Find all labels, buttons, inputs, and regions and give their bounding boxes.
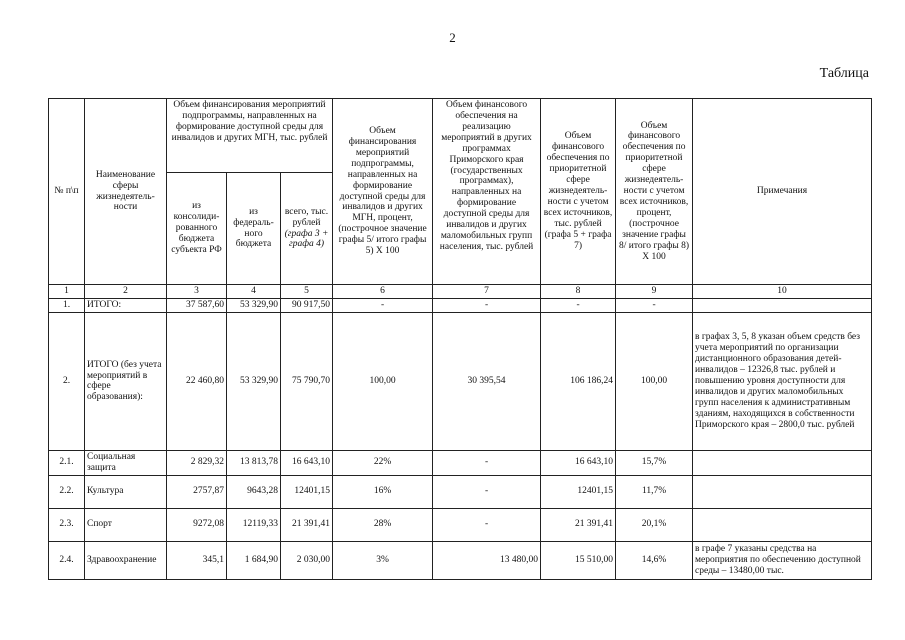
cell-col3: 2 829,32	[167, 450, 227, 475]
table-row	[49, 541, 872, 579]
column-index-row	[49, 285, 872, 299]
cell-col9: 11,7%	[616, 475, 693, 508]
cell-col4: 13 813,78	[227, 450, 281, 475]
index-cell: 1	[49, 285, 85, 299]
cell-note	[693, 475, 872, 508]
header-sub3-text: всего, тыс. рублей	[284, 206, 329, 228]
row-name: Здравоохранение	[85, 541, 167, 579]
cell-col8: 16 643,10	[541, 450, 616, 475]
cell-col9: 14,6%	[616, 541, 693, 579]
header-name: Наименование сферы жизнедеятель-ности	[85, 99, 167, 285]
cell-col5: 12401,15	[281, 475, 333, 508]
row-num: 2.4.	[49, 541, 85, 579]
cell-col7: 30 395,54	[433, 312, 541, 450]
cell-col3: 2757,87	[167, 475, 227, 508]
cell-col8: 15 510,00	[541, 541, 616, 579]
cell-col7: -	[433, 475, 541, 508]
row-name: ИТОГО (без учета мероприятий в сфере образования):	[85, 312, 167, 450]
row-name: Спорт	[85, 508, 167, 541]
row-num: 2.2.	[49, 475, 85, 508]
header-col6: Объем финансирования мероприятий подпрограммы, направленных на формирование доступной среды для инвалидов и других МГН, процент, (построчное значение графы 5/ итого графы 5) Х 100	[333, 99, 433, 285]
row-name: Культура	[85, 475, 167, 508]
index-cell: 6	[333, 285, 433, 299]
cell-col9: 15,7%	[616, 450, 693, 475]
header-financing-group: Объем финансирования мероприятий подпрограммы, направленных на формирование доступной среды для инвалидов и других МГН, тыс. рублей	[167, 99, 333, 173]
cell-col9: 100,00	[616, 312, 693, 450]
cell-note	[693, 299, 872, 313]
row-num: 2.3.	[49, 508, 85, 541]
table-row	[49, 299, 872, 313]
cell-col3: 9272,08	[167, 508, 227, 541]
cell-col5: 90 917,50	[281, 299, 333, 313]
cell-note: в графе 7 указаны средства на мероприятия по обеспечению доступной среды – 13480,00 тыс.	[693, 541, 872, 579]
cell-col4: 53 329,90	[227, 312, 281, 450]
index-cell: 9	[616, 285, 693, 299]
cell-col7: 13 480,00	[433, 541, 541, 579]
financing-table	[48, 98, 872, 580]
cell-col6: 28%	[333, 508, 433, 541]
table-row	[49, 508, 872, 541]
cell-col9: -	[616, 299, 693, 313]
cell-note: в графах 3, 5, 8 указан объем средств без учета мероприятий по организации дистанционного образования детей-инвалидов – 12326,8 тыс. рублей и повышению уровня доступности для инвалидов и других маломобильных групп населения к административным зданиям, находящихся в собственности Приморского края – 2800,0 тыс. рублей	[693, 312, 872, 450]
table-row	[49, 475, 872, 508]
cell-col9: 20,1%	[616, 508, 693, 541]
cell-col7: -	[433, 450, 541, 475]
cell-col6: -	[333, 299, 433, 313]
index-cell: 7	[433, 285, 541, 299]
cell-col4: 9643,28	[227, 475, 281, 508]
cell-col4: 12119,33	[227, 508, 281, 541]
cell-col7: -	[433, 299, 541, 313]
cell-col5: 21 391,41	[281, 508, 333, 541]
cell-col3: 22 460,80	[167, 312, 227, 450]
table-caption: Таблица	[819, 66, 869, 81]
cell-note	[693, 450, 872, 475]
row-name: ИТОГО:	[85, 299, 167, 313]
header-col7: Объем финансового обеспечения на реализацию мероприятий в других программах Приморского края (государственных программах), направленных на формирование доступной среды для инвалидов и других маломобильных групп населения, тыс. рублей	[433, 99, 541, 285]
cell-col6: 100,00	[333, 312, 433, 450]
cell-col8: -	[541, 299, 616, 313]
index-cell: 5	[281, 285, 333, 299]
cell-col4: 1 684,90	[227, 541, 281, 579]
header-col9: Объем финансового обеспечения по приоритетной сфере жизнедеятель-ности с учетом всех источников, процент, (построчное значение графы 8/ итого графы 8) Х 100	[616, 99, 693, 285]
cell-col6: 16%	[333, 475, 433, 508]
cell-col5: 16 643,10	[281, 450, 333, 475]
table-row	[49, 312, 872, 450]
cell-col6: 3%	[333, 541, 433, 579]
index-cell: 4	[227, 285, 281, 299]
index-cell: 2	[85, 285, 167, 299]
cell-col3: 37 587,60	[167, 299, 227, 313]
page-number: 2	[449, 30, 456, 45]
cell-col5: 2 030,00	[281, 541, 333, 579]
row-name: Социальная защита	[85, 450, 167, 475]
index-cell: 3	[167, 285, 227, 299]
row-num: 2.	[49, 312, 85, 450]
index-cell: 8	[541, 285, 616, 299]
cell-col8: 21 391,41	[541, 508, 616, 541]
cell-col7: -	[433, 508, 541, 541]
cell-col3: 345,1	[167, 541, 227, 579]
cell-note	[693, 508, 872, 541]
cell-col8: 106 186,24	[541, 312, 616, 450]
header-sub3	[281, 173, 333, 285]
header-col8: Объем финансового обеспечения по приоритетной сфере жизнедеятель-ности с учетом всех источников, тыс. рублей (графа 5 + графа 7)	[541, 99, 616, 285]
header-num: № п\п	[49, 99, 85, 285]
row-num: 2.1.	[49, 450, 85, 475]
cell-col8: 12401,15	[541, 475, 616, 508]
header-col10: Примечания	[693, 99, 872, 285]
cell-col5: 75 790,70	[281, 312, 333, 450]
index-cell: 10	[693, 285, 872, 299]
table-row	[49, 450, 872, 475]
header-sub1: из консолиди-рованного бюджета субъекта РФ	[167, 173, 227, 285]
cell-col4: 53 329,90	[227, 299, 281, 313]
header-sub3-note: (графа 3 + графа 4)	[284, 228, 329, 250]
header-sub2: из федераль-ного бюджета	[227, 173, 281, 285]
cell-col6: 22%	[333, 450, 433, 475]
row-num: 1.	[49, 299, 85, 313]
